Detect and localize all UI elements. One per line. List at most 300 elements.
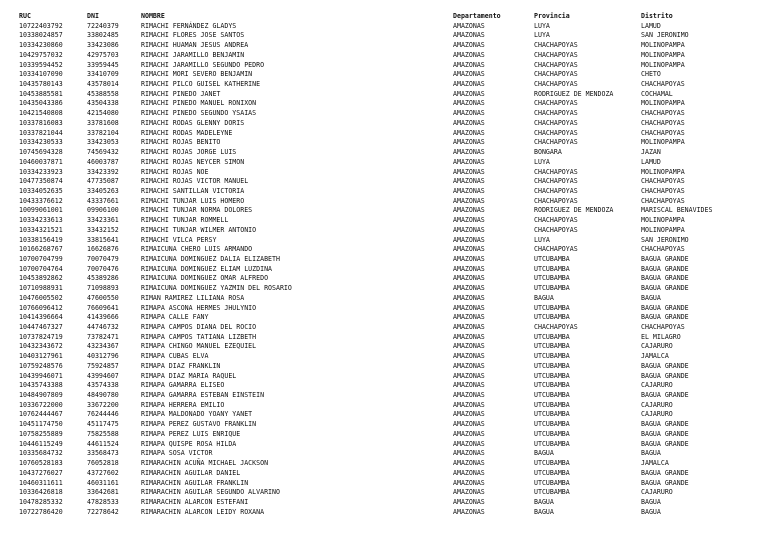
- ruc-cell: 10439946071: [19, 371, 63, 380]
- provincia-cell: UTCUBAMBA: [534, 429, 570, 438]
- dni-cell: 46003787: [87, 157, 119, 166]
- provincia-cell: CHACHAPOYAS: [534, 186, 578, 195]
- provincia-cell: CHACHAPOYAS: [534, 109, 578, 118]
- distrito-cell: CHACHAPOYAS: [641, 128, 685, 137]
- departamento-cell: AMAZONAS: [453, 206, 485, 215]
- ruc-cell: 10762444467: [19, 410, 63, 419]
- departamento-cell: AMAZONAS: [453, 332, 485, 341]
- ruc-cell: 10099061001: [19, 206, 63, 215]
- nombre-cell: RIMAICUNA DOMINGUEZ YAZMIN DEL ROSARIO: [141, 284, 292, 293]
- departamento-cell: AMAZONAS: [453, 118, 485, 127]
- table-row: [19, 158, 749, 168]
- table-row: [19, 90, 749, 100]
- departamento-cell: AMAZONAS: [453, 109, 485, 118]
- dni-cell: 47600550: [87, 293, 119, 302]
- nombre-cell: RIMACHI RODAS GLENNY DORIS: [141, 118, 245, 127]
- dni-cell: 33423361: [87, 216, 119, 225]
- table-row: [19, 323, 749, 333]
- distrito-cell: CHACHAPOYAS: [641, 186, 685, 195]
- nombre-cell: RIMACHI PINEDO MANUEL RONIXON: [141, 99, 257, 108]
- provincia-cell: UTCUBAMBA: [534, 332, 570, 341]
- dni-cell: 33782104: [87, 128, 119, 137]
- departamento-cell: AMAZONAS: [453, 235, 485, 244]
- provincia-cell: CHACHAPOYAS: [534, 118, 578, 127]
- dni-cell: 74569432: [87, 148, 119, 157]
- table-row: [19, 61, 749, 71]
- dni-cell: 70070476: [87, 264, 119, 273]
- dni-cell: 76244446: [87, 410, 119, 419]
- dni-cell: 33802485: [87, 31, 119, 40]
- nombre-cell: RIMAPA CUBAS ELVA: [141, 352, 209, 361]
- ruc-cell: 10700704764: [19, 264, 63, 273]
- distrito-cell: JAMALCA: [641, 352, 669, 361]
- ruc-cell: 10334230533: [19, 138, 63, 147]
- nombre-cell: RIMAICUNA DOMINGUEZ OMAR ALFREDO: [141, 274, 269, 283]
- distrito-cell: BAGUA GRANDE: [641, 361, 689, 370]
- nombre-cell: RIMAPA PEREZ LUIS ENRIQUE: [141, 429, 241, 438]
- nombre-cell: RIMACHI FLORES JOSE SANTOS: [141, 31, 245, 40]
- table-row: [19, 294, 749, 304]
- table-row: [19, 469, 749, 479]
- dni-cell: 41439666: [87, 313, 119, 322]
- nombre-cell: RIMAICUNA CHERO LUIS ARMANDO: [141, 245, 253, 254]
- nombre-cell: RIMACHI JARAMILLO BENJAMIN: [141, 50, 245, 59]
- distrito-cell: CHACHAPOYAS: [641, 80, 685, 89]
- column-header-dni: DNI: [87, 12, 99, 20]
- ruc-cell: 10336426818: [19, 488, 63, 497]
- nombre-cell: RIMAPA GAMARRA ELISEO: [141, 381, 225, 390]
- provincia-cell: UTCUBAMBA: [534, 478, 570, 487]
- provincia-cell: BAGUA: [534, 449, 554, 458]
- ruc-cell: 10435743388: [19, 381, 63, 390]
- ruc-cell: 10477350874: [19, 177, 63, 186]
- table-row: [19, 129, 749, 139]
- distrito-cell: CHACHAPOYAS: [641, 196, 685, 205]
- ruc-cell: 10710988931: [19, 284, 63, 293]
- table-row: [19, 22, 749, 32]
- departamento-cell: AMAZONAS: [453, 177, 485, 186]
- nombre-cell: RIMARACHIN ACUÑA MICHAEL JACKSON: [141, 459, 269, 468]
- ruc-cell: 10337816083: [19, 118, 63, 127]
- distrito-cell: MOLINOPAMPA: [641, 138, 685, 147]
- provincia-cell: UTCUBAMBA: [534, 342, 570, 351]
- departamento-cell: AMAZONAS: [453, 225, 485, 234]
- provincia-cell: BAGUA: [534, 507, 554, 516]
- provincia-cell: UTCUBAMBA: [534, 420, 570, 429]
- dni-cell: 33642681: [87, 488, 119, 497]
- table-row: [19, 333, 749, 343]
- departamento-cell: AMAZONAS: [453, 459, 485, 468]
- departamento-cell: AMAZONAS: [453, 420, 485, 429]
- distrito-cell: BAGUA: [641, 293, 661, 302]
- ruc-cell: 10759248576: [19, 361, 63, 370]
- table-row: [19, 255, 749, 265]
- nombre-cell: RIMAPA SOSA VICTOR: [141, 449, 213, 458]
- provincia-cell: CHACHAPOYAS: [534, 196, 578, 205]
- departamento-cell: AMAZONAS: [453, 274, 485, 283]
- distrito-cell: CHACHAPOYAS: [641, 177, 685, 186]
- distrito-cell: BAGUA GRANDE: [641, 468, 689, 477]
- ruc-cell: 10484907809: [19, 391, 63, 400]
- distrito-cell: MARISCAL BENAVIDES: [641, 206, 713, 215]
- departamento-cell: AMAZONAS: [453, 167, 485, 176]
- table-row: [19, 362, 749, 372]
- table-row: [19, 197, 749, 207]
- table-row: [19, 138, 749, 148]
- nombre-cell: RIMACHI PINEDO SEGUNDO YSAIAS: [141, 109, 257, 118]
- ruc-cell: 10700704799: [19, 254, 63, 263]
- ruc-cell: 10760528183: [19, 459, 63, 468]
- provincia-cell: BONGARA: [534, 148, 562, 157]
- table-row: [19, 31, 749, 41]
- distrito-cell: BAGUA GRANDE: [641, 284, 689, 293]
- provincia-cell: UTCUBAMBA: [534, 468, 570, 477]
- distrito-cell: BAGUA GRANDE: [641, 429, 689, 438]
- distrito-cell: BAGUA GRANDE: [641, 313, 689, 322]
- dni-cell: 44611524: [87, 439, 119, 448]
- ruc-cell: 10476005502: [19, 293, 63, 302]
- nombre-cell: RIMAPA QUISPE ROSA HILDA: [141, 439, 237, 448]
- table-row: [19, 274, 749, 284]
- ruc-cell: 10745694328: [19, 148, 63, 157]
- provincia-cell: UTCUBAMBA: [534, 371, 570, 380]
- distrito-cell: BAGUA GRANDE: [641, 371, 689, 380]
- column-header-provincia: Provincia: [534, 12, 570, 20]
- departamento-cell: AMAZONAS: [453, 478, 485, 487]
- dni-cell: 40312796: [87, 352, 119, 361]
- dni-cell: 73782471: [87, 332, 119, 341]
- column-header-distrito: Distrito: [641, 12, 673, 20]
- departamento-cell: AMAZONAS: [453, 254, 485, 263]
- table-row: [19, 420, 749, 430]
- dni-cell: 76609641: [87, 303, 119, 312]
- ruc-cell: 10334230860: [19, 41, 63, 50]
- dni-cell: 45117475: [87, 420, 119, 429]
- table-row: [19, 304, 749, 314]
- dni-cell: 33405263: [87, 186, 119, 195]
- departamento-cell: AMAZONAS: [453, 50, 485, 59]
- distrito-cell: BAGUA GRANDE: [641, 439, 689, 448]
- ruc-cell: 10403127961: [19, 352, 63, 361]
- table-row: [19, 168, 749, 178]
- provincia-cell: BAGUA: [534, 293, 554, 302]
- nombre-cell: RIMACHI TUNJAR ROMMELL: [141, 216, 229, 225]
- nombre-cell: RIMACHI ROJAS NEYCER SIMON: [141, 157, 245, 166]
- provincia-cell: CHACHAPOYAS: [534, 41, 578, 50]
- nombre-cell: RIMARACHIN ALARCON ESTEFANI: [141, 497, 249, 506]
- column-header-ruc: RUC: [19, 12, 31, 20]
- dni-cell: 72278642: [87, 507, 119, 516]
- distrito-cell: BAGUA GRANDE: [641, 264, 689, 273]
- provincia-cell: UTCUBAMBA: [534, 303, 570, 312]
- departamento-cell: AMAZONAS: [453, 196, 485, 205]
- column-header-nombre: NOMBRE: [141, 12, 165, 20]
- table-row: [19, 391, 749, 401]
- dni-cell: 33672200: [87, 400, 119, 409]
- table-row: [19, 449, 749, 459]
- nombre-cell: RIMARACHIN AGUILAR DANIEL: [141, 468, 241, 477]
- distrito-cell: EL MILAGRO: [641, 332, 681, 341]
- provincia-cell: UTCUBAMBA: [534, 459, 570, 468]
- dni-cell: 47828533: [87, 497, 119, 506]
- dni-cell: 33568473: [87, 449, 119, 458]
- nombre-cell: RIMACHI PILCO GUISEL KATHERINE: [141, 80, 261, 89]
- ruc-cell: 10722786420: [19, 507, 63, 516]
- distrito-cell: BAGUA GRANDE: [641, 254, 689, 263]
- distrito-cell: BAGUA: [641, 497, 661, 506]
- table-row: [19, 41, 749, 51]
- table-row: [19, 226, 749, 236]
- provincia-cell: LUYA: [534, 157, 550, 166]
- table-row: [19, 236, 749, 246]
- table-row: [19, 70, 749, 80]
- distrito-cell: MOLINOPAMPA: [641, 167, 685, 176]
- provincia-cell: UTCUBAMBA: [534, 488, 570, 497]
- dni-cell: 45389286: [87, 274, 119, 283]
- departamento-cell: AMAZONAS: [453, 400, 485, 409]
- dni-cell: 43337661: [87, 196, 119, 205]
- ruc-cell: 10435780143: [19, 80, 63, 89]
- departamento-cell: AMAZONAS: [453, 381, 485, 390]
- ruc-cell: 10447467327: [19, 323, 63, 331]
- table-body: [19, 22, 749, 518]
- distrito-cell: BAGUA GRANDE: [641, 274, 689, 283]
- departamento-cell: AMAZONAS: [453, 245, 485, 254]
- table-row: [19, 206, 749, 216]
- distrito-cell: JAZAN: [641, 148, 661, 157]
- ruc-cell: 10429757032: [19, 50, 63, 59]
- nombre-cell: RIMAICUNA DOMINGUEZ ELIAM LUZDINA: [141, 264, 273, 273]
- distrito-cell: BAGUA GRANDE: [641, 420, 689, 429]
- distrito-cell: COCHAMAL: [641, 89, 673, 98]
- nombre-cell: RIMAPA CAMPOS DIANA DEL ROCIO: [141, 323, 257, 331]
- dni-cell: 70070479: [87, 254, 119, 263]
- table-row: [19, 177, 749, 187]
- table-row: [19, 459, 749, 469]
- nombre-cell: RIMARACHIN AGUILAR SEGUNDO ALVARINO: [141, 488, 280, 497]
- ruc-cell: 10338156419: [19, 235, 63, 244]
- distrito-cell: CAJARURO: [641, 488, 673, 497]
- provincia-cell: CHACHAPOYAS: [534, 60, 578, 69]
- provincia-cell: UTCUBAMBA: [534, 264, 570, 273]
- provincia-cell: UTCUBAMBA: [534, 352, 570, 361]
- dni-cell: 33423086: [87, 41, 119, 50]
- departamento-cell: AMAZONAS: [453, 41, 485, 50]
- table-row: [19, 488, 749, 498]
- ruc-cell: 10478285332: [19, 497, 63, 506]
- provincia-cell: RODRIGUEZ DE MENDOZA: [534, 89, 614, 98]
- nombre-cell: RIMAPA CALLE FANY: [141, 313, 209, 322]
- ruc-cell: 10335684732: [19, 449, 63, 458]
- departamento-cell: AMAZONAS: [453, 439, 485, 448]
- ruc-cell: 10453892862: [19, 274, 63, 283]
- nombre-cell: RIMACHI ROJAS NOE: [141, 167, 209, 176]
- distrito-cell: MOLINOPAMPA: [641, 60, 685, 69]
- nombre-cell: RIMAPA PEREZ GUSTAVO FRANKLIN: [141, 420, 257, 429]
- nombre-cell: RIMAPA MALDONADO YOANY YANET: [141, 410, 253, 419]
- dni-cell: 43574338: [87, 381, 119, 390]
- table-row: [19, 401, 749, 411]
- departamento-cell: AMAZONAS: [453, 313, 485, 322]
- provincia-cell: UTCUBAMBA: [534, 400, 570, 409]
- dni-cell: 75924857: [87, 361, 119, 370]
- dni-cell: 33423053: [87, 138, 119, 147]
- departamento-cell: AMAZONAS: [453, 21, 485, 30]
- dni-cell: 33959445: [87, 60, 119, 69]
- departamento-cell: AMAZONAS: [453, 60, 485, 69]
- column-header-departamento: Departamento: [453, 12, 501, 20]
- departamento-cell: AMAZONAS: [453, 148, 485, 157]
- ruc-cell: 10451174750: [19, 420, 63, 429]
- dni-cell: 72240379: [87, 21, 119, 30]
- table-row: [19, 245, 749, 255]
- departamento-cell: AMAZONAS: [453, 497, 485, 506]
- ruc-cell: 10334052635: [19, 186, 63, 195]
- table-row: [19, 313, 749, 323]
- ruc-cell: 10437276027: [19, 468, 63, 477]
- nombre-cell: RIMACHI VILCA PERSY: [141, 235, 217, 244]
- provincia-cell: UTCUBAMBA: [534, 284, 570, 293]
- dni-cell: 42154080: [87, 109, 119, 118]
- distrito-cell: MOLINOPAMPA: [641, 225, 685, 234]
- ruc-cell: 10737824719: [19, 332, 63, 341]
- table-row: [19, 508, 749, 518]
- dni-cell: 48490780: [87, 391, 119, 400]
- ruc-cell: 10460311611: [19, 478, 63, 487]
- dni-cell: 43994607: [87, 371, 119, 380]
- table-row: [19, 148, 749, 158]
- table-row: [19, 430, 749, 440]
- nombre-cell: RIMACHI MORI SEVERO BENJAMIN: [141, 70, 253, 79]
- provincia-cell: BAGUA: [534, 497, 554, 506]
- departamento-cell: AMAZONAS: [453, 80, 485, 89]
- ruc-cell: 10334233923: [19, 167, 63, 176]
- nombre-cell: RIMAPA HERRERA EMILIO: [141, 400, 225, 409]
- distrito-cell: CHACHAPOYAS: [641, 245, 685, 254]
- departamento-cell: AMAZONAS: [453, 449, 485, 458]
- dni-cell: 33432152: [87, 225, 119, 234]
- provincia-cell: UTCUBAMBA: [534, 439, 570, 448]
- departamento-cell: AMAZONAS: [453, 488, 485, 497]
- dni-cell: 43578014: [87, 80, 119, 89]
- provincia-cell: CHACHAPOYAS: [534, 80, 578, 89]
- ruc-cell: 10337821044: [19, 128, 63, 137]
- table-row: [19, 352, 749, 362]
- dni-cell: 33781608: [87, 118, 119, 127]
- table-row: [19, 99, 749, 109]
- departamento-cell: AMAZONAS: [453, 352, 485, 361]
- ruc-cell: 10334321521: [19, 225, 63, 234]
- distrito-cell: CAJARURO: [641, 381, 673, 390]
- provincia-cell: CHACHAPOYAS: [534, 138, 578, 147]
- departamento-cell: AMAZONAS: [453, 138, 485, 147]
- ruc-cell: 10338024857: [19, 31, 63, 40]
- table-row: [19, 216, 749, 226]
- dni-cell: 33410709: [87, 70, 119, 79]
- distrito-cell: BAGUA GRANDE: [641, 478, 689, 487]
- ruc-cell: 10435043386: [19, 99, 63, 108]
- distrito-cell: LAMUD: [641, 21, 661, 30]
- provincia-cell: CHACHAPOYAS: [534, 216, 578, 225]
- table-row: [19, 284, 749, 294]
- provincia-cell: CHACHAPOYAS: [534, 167, 578, 176]
- departamento-cell: AMAZONAS: [453, 507, 485, 516]
- nombre-cell: RIMAPA CAMPOS TATIANA LIZBETH: [141, 332, 257, 341]
- ruc-cell: 10722403792: [19, 21, 63, 30]
- provincia-cell: CHACHAPOYAS: [534, 99, 578, 108]
- ruc-cell: 10446115249: [19, 439, 63, 448]
- distrito-cell: CHETO: [641, 70, 661, 79]
- provincia-cell: UTCUBAMBA: [534, 274, 570, 283]
- provincia-cell: CHACHAPOYAS: [534, 177, 578, 186]
- provincia-cell: CHACHAPOYAS: [534, 323, 578, 331]
- table-row: [19, 479, 749, 489]
- distrito-cell: BAGUA GRANDE: [641, 391, 689, 400]
- distrito-cell: MOLINOPAMPA: [641, 216, 685, 225]
- provincia-cell: LUYA: [534, 31, 550, 40]
- dni-cell: 42975703: [87, 50, 119, 59]
- departamento-cell: AMAZONAS: [453, 157, 485, 166]
- ruc-cell: 10421540808: [19, 109, 63, 118]
- nombre-cell: RIMAPA DIAZ MARIA RAQUEL: [141, 371, 237, 380]
- nombre-cell: RIMAN RAMIREZ LILIANA ROSA: [141, 293, 245, 302]
- departamento-cell: AMAZONAS: [453, 284, 485, 293]
- dni-cell: 76052818: [87, 459, 119, 468]
- distrito-cell: CAJARURO: [641, 410, 673, 419]
- ruc-cell: 10166268767: [19, 245, 63, 254]
- nombre-cell: RIMAPA CHINGO MANUEL EZEQUIEL: [141, 342, 257, 351]
- departamento-cell: AMAZONAS: [453, 361, 485, 370]
- distrito-cell: CHACHAPOYAS: [641, 323, 685, 331]
- departamento-cell: AMAZONAS: [453, 31, 485, 40]
- nombre-cell: RIMACHI TUNJAR LUIS HOMERO: [141, 196, 245, 205]
- table-row: [19, 342, 749, 352]
- ruc-cell: 10433376612: [19, 196, 63, 205]
- distrito-cell: BAGUA: [641, 507, 661, 516]
- dni-cell: 75825588: [87, 429, 119, 438]
- table-row: [19, 51, 749, 61]
- table-row: [19, 265, 749, 275]
- distrito-cell: CAJARURO: [641, 342, 673, 351]
- dni-cell: 71098893: [87, 284, 119, 293]
- departamento-cell: AMAZONAS: [453, 323, 485, 331]
- ruc-cell: 10334107090: [19, 70, 63, 79]
- departamento-cell: AMAZONAS: [453, 128, 485, 137]
- nombre-cell: RIMARACHIN AGUILAR FRANKLIN: [141, 478, 249, 487]
- nombre-cell: RIMACHI HUAMAN JESUS ANDREA: [141, 41, 249, 50]
- dni-cell: 43504338: [87, 99, 119, 108]
- distrito-cell: JAMALCA: [641, 459, 669, 468]
- nombre-cell: RIMARACHIN ALARCON LEIDY ROXANA: [141, 507, 265, 516]
- provincia-cell: UTCUBAMBA: [534, 313, 570, 322]
- departamento-cell: AMAZONAS: [453, 410, 485, 419]
- distrito-cell: MOLINOPAMPA: [641, 99, 685, 108]
- dni-cell: 43727602: [87, 468, 119, 477]
- nombre-cell: RIMACHI FERNÁNDEZ GLADYS: [141, 21, 237, 30]
- distrito-cell: MOLINOPAMPA: [641, 41, 685, 50]
- departamento-cell: AMAZONAS: [453, 216, 485, 225]
- dni-cell: 33815641: [87, 235, 119, 244]
- dni-cell: 16626876: [87, 245, 119, 254]
- dni-cell: 46031161: [87, 478, 119, 487]
- dni-cell: 47735087: [87, 177, 119, 186]
- table-row: [19, 440, 749, 450]
- nombre-cell: RIMACHI RODAS MADELEYNE: [141, 128, 233, 137]
- dni-cell: 33423392: [87, 167, 119, 176]
- distrito-cell: MOLINOPAMPA: [641, 50, 685, 59]
- table-row: [19, 109, 749, 119]
- dni-cell: 43234367: [87, 342, 119, 351]
